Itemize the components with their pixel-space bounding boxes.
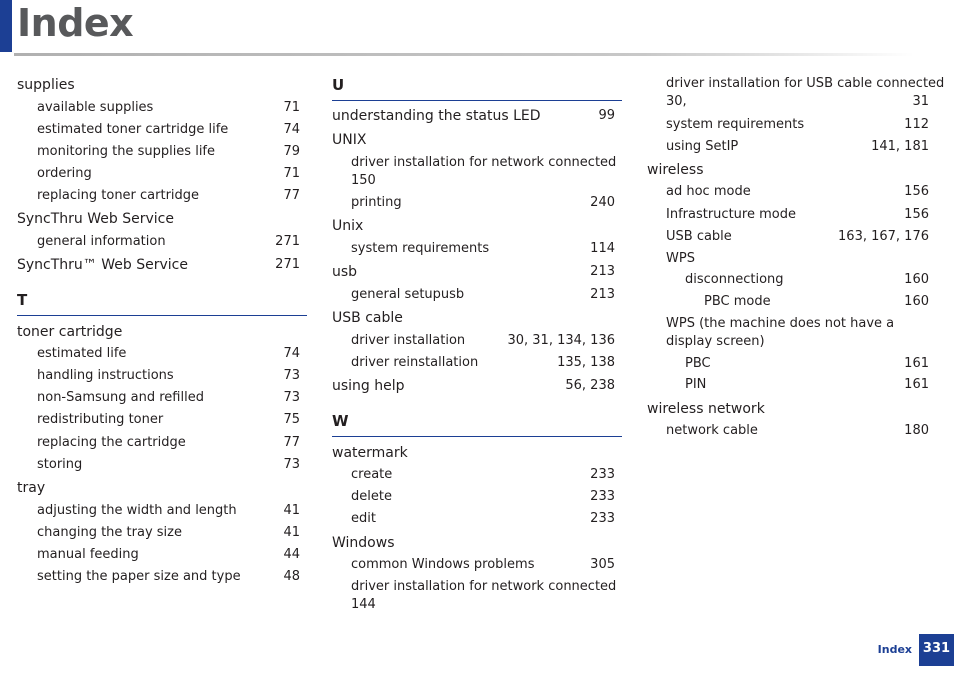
entry-term: PBC [685,356,711,371]
entry-term: storing [37,457,83,472]
index-entry-syncthru [17,210,300,228]
entry-term: driver installation for network connected [351,579,617,594]
index-entry-syncthru-tm [17,256,300,274]
entry-term: ad hoc mode [666,184,751,199]
entry-term: setting the paper size and type [37,569,241,584]
page-ref[interactable]: 112 [904,117,929,132]
section-letter-w: W [332,412,349,430]
entry-term: Windows [332,535,395,551]
entry-term: driver installation for network connected [351,155,617,170]
index-subentry [666,206,929,224]
index-subentry [351,332,615,350]
index-subentry [37,389,300,407]
page-ref[interactable]: 74 [283,122,300,137]
index-entry-wireless-network [647,400,929,418]
page-ref[interactable]: 135, 138 [557,355,615,370]
section-divider [332,436,622,437]
index-entry-usb [332,263,615,281]
index-entry-unix [332,217,615,235]
index-subentry-wps-no-display [666,315,929,351]
index-entry-usb-cable [332,309,615,327]
index-subentry [666,422,929,440]
entry-term: understanding the status LED [332,108,541,124]
entry-term: replacing toner cartridge [37,188,200,203]
index-subentry [37,143,300,161]
index-entry-status-led [332,107,615,125]
entry-term: driver installation for USB cable connected [666,76,945,91]
index-entry-using-help [332,377,615,395]
entry-term: Infrastructure mode [666,207,796,222]
entry-term: printing [351,195,402,210]
entry-term: delete [351,489,392,504]
entry-term: estimated toner cartridge life [37,122,229,137]
index-entry-wireless [647,161,929,179]
index-subentry [37,233,300,251]
page-ref[interactable]: 305 [590,557,615,572]
page-ref[interactable]: 41 [283,525,300,540]
index-subentry [37,99,300,117]
index-subsubentry [685,355,929,373]
entry-term: create [351,467,393,482]
page-ref[interactable]: 233 [590,489,615,504]
index-subentry [351,578,615,596]
entry-term: supplies [17,77,75,93]
index-subentry [351,240,615,258]
entry-term: driver reinstallation [351,355,479,370]
entry-term: disconnectiong [685,272,784,287]
page-ref[interactable]: 213 [590,264,615,279]
page-ref[interactable]: 271 [275,234,300,249]
page-ref[interactable]: 31 [912,94,929,109]
entry-term: UNIX [332,132,367,148]
page-ref[interactable]: 160 [904,294,929,309]
page-ref[interactable]: 240 [590,195,615,210]
index-subentry [666,116,929,134]
index-subentry [351,154,615,172]
entry-term: adjusting the width and length [37,503,237,518]
entry-term: system requirements [351,241,490,256]
index-subsubentry [685,376,929,394]
page-ref[interactable]: 30, [666,94,687,109]
page-ref[interactable]: 233 [590,511,615,526]
page-ref[interactable]: 74 [283,346,300,361]
index-subentry [37,165,300,183]
entry-term: replacing the cartridge [37,435,186,450]
index-subentry [666,75,945,93]
index-subentry [666,250,929,268]
page-ref[interactable]: 141, 181 [871,139,929,154]
entry-term: driver installation [351,333,466,348]
page-ref[interactable]: 44 [283,547,300,562]
page-ref[interactable]: 79 [283,144,300,159]
entry-term: tray [17,480,46,496]
index-subentry [351,466,615,484]
entry-term: usb [332,264,358,280]
page-ref[interactable]: 160 [904,272,929,287]
entry-term: SyncThru™ Web Service [17,257,188,273]
page-ref[interactable]: 114 [590,241,615,256]
entry-term: PIN [685,377,707,392]
page-ref[interactable]: 156 [904,207,929,222]
index-subentry [351,510,615,528]
page-ref[interactable]: 180 [904,423,929,438]
entry-term: non-Samsung and refilled [37,390,204,405]
index-subentry [37,121,300,139]
section-letter-t: T [17,291,28,309]
index-entry-supplies [17,76,300,94]
page-ref[interactable]: 99 [598,108,615,123]
entry-term: changing the tray size [37,525,182,540]
page-title: Index [17,1,134,45]
index-subsubentry [704,293,929,311]
index-subentry [37,434,300,452]
page-ref[interactable]: 56, 238 [565,378,615,393]
footer-section-label: Index [877,643,912,656]
index-subentry [37,367,300,385]
page-ref[interactable]: 271 [275,257,300,272]
index-subentry-continued [351,596,615,614]
index-subentry [351,286,615,304]
page-ref[interactable]: 144 [351,597,376,612]
index-subentry [351,488,615,506]
entry-term: general information [37,234,166,249]
entry-term: watermark [332,445,408,461]
entry-term: ordering [37,166,92,181]
index-subentry [37,568,300,586]
page-ref[interactable]: 73 [283,368,300,383]
entry-term: network cable [666,423,758,438]
index-subentry [666,138,929,156]
index-subentry [37,502,300,520]
page-ref[interactable]: 41 [283,503,300,518]
page-ref[interactable]: 213 [590,287,615,302]
index-subentry [351,354,615,372]
index-subentry [351,194,615,212]
page-ref[interactable]: 233 [590,467,615,482]
entry-term: available supplies [37,100,154,115]
index-subentry [37,456,300,474]
page-ref[interactable]: 73 [283,457,300,472]
entry-term: manual feeding [37,547,139,562]
entry-term: WPS (the machine does not have a display screen) [666,316,895,349]
entry-term: common Windows problems [351,557,535,572]
index-subentry [351,556,615,574]
index-entry-watermark [332,444,615,462]
index-entry-toner-cartridge [17,323,300,341]
index-subentry [666,183,929,201]
entry-term: wireless network [647,401,765,417]
entry-term: PBC mode [704,294,771,309]
entry-term: system requirements [666,117,805,132]
section-divider [332,100,622,101]
page-ref[interactable]: 156 [904,184,929,199]
title-accent-bar [0,0,12,52]
page-ref[interactable]: 150 [351,173,376,188]
page-ref[interactable]: 77 [283,435,300,450]
entry-term: USB cable [666,229,732,244]
index-entry-windows [332,534,615,552]
index-subentry-continued [666,93,929,111]
page-ref[interactable]: 30, 31, 134, 136 [507,333,615,348]
page-ref[interactable]: 161 [904,377,929,392]
entry-term: USB cable [332,310,403,326]
page-number: 331 [919,634,954,666]
index-subentry [37,187,300,205]
index-subentry [37,524,300,542]
index-subentry [666,228,929,246]
entry-term: wireless [647,162,704,178]
entry-term: estimated life [37,346,127,361]
page-ref[interactable]: 71 [283,166,300,181]
entry-term: redistributing toner [37,412,164,427]
entry-term: toner cartridge [17,324,123,340]
index-subentry [37,411,300,429]
entry-term: WPS [666,251,695,266]
entry-term: general setupusb [351,287,465,302]
page-ref[interactable]: 161 [904,356,929,371]
page-ref[interactable]: 75 [283,412,300,427]
entry-term: using SetIP [666,139,739,154]
index-subentry [37,345,300,363]
index-entry-tray [17,479,300,497]
page-ref[interactable]: 48 [283,569,300,584]
page-ref[interactable]: 77 [283,188,300,203]
page-ref[interactable]: 163, 167, 176 [838,229,929,244]
entry-term: monitoring the supplies life [37,144,216,159]
page-ref[interactable]: 71 [283,100,300,115]
entry-term: Unix [332,218,364,234]
page-ref[interactable]: 73 [283,390,300,405]
title-divider [14,53,914,56]
index-subentry-continued [351,172,615,190]
entry-term: edit [351,511,376,526]
entry-term: handling instructions [37,368,174,383]
section-letter-u: U [332,76,345,94]
index-subsubentry [685,271,929,289]
section-divider [17,315,307,316]
entry-term: SyncThru Web Service [17,211,174,227]
index-subentry [37,546,300,564]
index-entry-unix-upper [332,131,615,149]
entry-term: using help [332,378,405,394]
